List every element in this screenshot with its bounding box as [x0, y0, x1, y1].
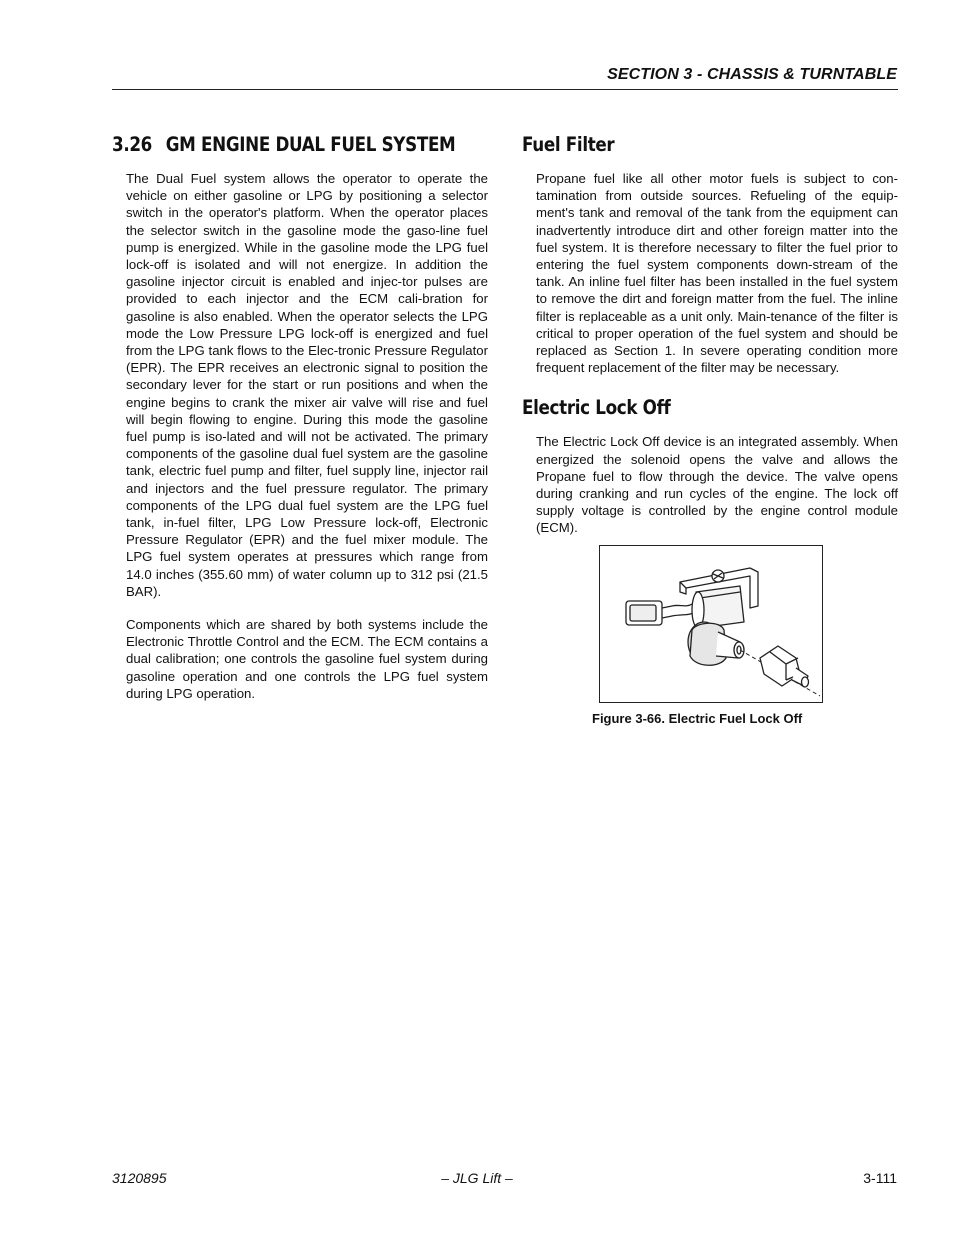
left-column [112, 133, 488, 718]
section-heading-number: 3.26 [112, 133, 153, 156]
figure-caption: Figure 3-66. Electric Fuel Lock Off [592, 710, 803, 726]
right-column [522, 133, 898, 726]
fuel-lock-off-illustration [600, 546, 822, 702]
electric-lock-off-heading: Electric Lock Off [522, 396, 671, 420]
fuel-filter-heading: Fuel Filter [522, 133, 615, 156]
publisher-label: – JLG Lift – [441, 1170, 513, 1186]
dual-fuel-paragraph-2: Components which are shared by both systems include the Electronic Throttle Control and the ECM. The ECM contains a dual calibration; one controls the gasoline fuel system during gasoline operation and one controls the LPG fuel system during LPG operation. [126, 617, 488, 701]
fuel-filter-paragraph: Propane fuel like all other motor fuels is subject to con-tamination from outside sources. Refueling of the equip-ment's tank and removal of the tank from the equipment can inadvertently introduce dirt and other foreign matter into the fuel system. It is therefore necessary to filter the fuel prior to entering the fuel system components down-stream of the tank. An inline fuel filter has been installed in the fuel system to remove the dirt and foreign matter from the fuel. The inline filter is replaceable as a unit only. Main-tenance of the filter is critical to proper operation of the fuel system and should be replaced as Section 1. In severe operating condition more frequent replacement of the filter may be necessary. [536, 171, 898, 376]
document-number: 3120895 [112, 1170, 167, 1186]
section-title: SECTION 3 - CHASSIS & TURNTABLE [607, 66, 897, 83]
page-number: 3-111 [863, 1170, 897, 1186]
electric-fuel-lock-off-figure [599, 545, 823, 703]
section-heading [112, 133, 456, 156]
header-divider [112, 89, 898, 90]
dual-fuel-paragraph-1: The Dual Fuel system allows the operator to operate the vehicle on either gasoline or LPG by positioning a selector switch in the operator's platform. When the operator places the selector switch in the gasoline mode the gaso-line fuel pump is energized. While in the gasoline mode the LPG fuel lock-off is isolated and will not energize. In addition the gasoline injector circuit is enabled and injec-tor pulses are provided to each injector and the ECM cali-bration for gasoline is also enabled. When the operator selects the LPG mode the Low Pressure LPG lock-off is energized and fuel from the LPG tank flows to the Elec-tronic Pressure Regulator (EPR). The EPR receives an electronic signal to position the secondary lever for the start or run positions and when the engine begins to crank the mixer air valve will rise and fuel will begin flowing to engine. During this mode the gasoline fuel pump is iso-lated and will not be activated. The primary components of the gasoline dual fuel system are the gasoline tank, electric fuel pump and filter, fuel supply line, injector rail and injectors and the fuel pressure regulator. The primary components of the LPG dual fuel system are the LPG fuel tank, in-fuel filter, LPG Low Pressure lock-off, Electronic Pressure Regulator (EPR) and the fuel mixer module. The LPG fuel system operates at pressures which range from 14.0 inches (355.60 mm) of water column up to 312 psi (21.5 BAR). [126, 171, 488, 599]
electric-lock-off-paragraph: The Electric Lock Off device is an integrated assembly. When energized the solenoid opens the valve and allows the Propane fuel to flow through the device. The valve opens during cranking and run cycles of the engine. The lock off supply voltage is controlled by the engine control module (ECM). [536, 434, 898, 536]
section-heading-text: GM ENGINE DUAL FUEL SYSTEM [165, 133, 456, 156]
